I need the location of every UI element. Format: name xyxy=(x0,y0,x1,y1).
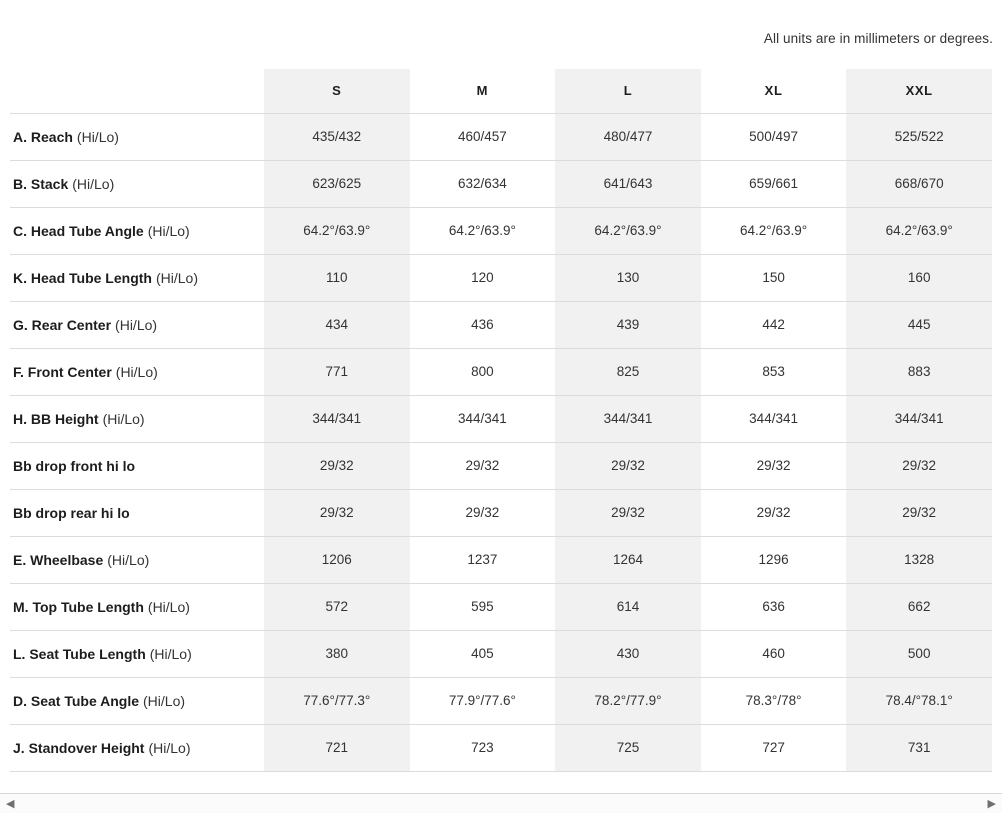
row-label-suffix: (Hi/Lo) xyxy=(143,692,186,709)
row-label xyxy=(10,489,264,536)
row-label-suffix: (Hi/Lo) xyxy=(76,128,119,145)
geometry-value: 525/522 xyxy=(846,113,992,160)
row-label-suffix: (Hi/Lo) xyxy=(148,739,191,756)
geometry-value: 29/32 xyxy=(264,442,410,489)
table-row-bb-height xyxy=(10,395,992,442)
row-label-text: L. Seat Tube Length xyxy=(13,645,146,662)
geometry-value: 29/32 xyxy=(410,442,556,489)
geometry-value: 500 xyxy=(846,630,992,677)
geometry-value: 29/32 xyxy=(264,489,410,536)
row-label-text: D. Seat Tube Angle xyxy=(13,692,140,709)
geometry-value: 439 xyxy=(555,301,701,348)
geometry-value: 64.2°/63.9° xyxy=(846,207,992,254)
geometry-value: 344/341 xyxy=(410,395,556,442)
geometry-value: 380 xyxy=(264,630,410,677)
scroll-right-button[interactable]: ▶ xyxy=(987,798,996,810)
geometry-value: 572 xyxy=(264,583,410,630)
geometry-value: 721 xyxy=(264,724,410,771)
geometry-value: 632/634 xyxy=(410,160,556,207)
row-label-text: F. Front Center xyxy=(13,363,112,380)
row-label-text: Bb drop rear hi lo xyxy=(13,504,130,521)
table-row-seat-tube-angle xyxy=(10,677,992,724)
row-label xyxy=(10,677,264,724)
row-label-suffix: (Hi/Lo) xyxy=(147,598,190,615)
row-label-text: H. BB Height xyxy=(13,410,99,427)
geometry-value: 800 xyxy=(410,348,556,395)
table-row-bb-drop-rear xyxy=(10,489,992,536)
geometry-value: 771 xyxy=(264,348,410,395)
geometry-value: 64.2°/63.9° xyxy=(410,207,556,254)
row-label-suffix: (Hi/Lo) xyxy=(115,316,158,333)
row-label-text: A. Reach xyxy=(13,128,73,145)
geometry-value: 29/32 xyxy=(701,489,847,536)
row-label xyxy=(10,583,264,630)
column-header-l: L xyxy=(555,69,701,113)
table-row-front-center xyxy=(10,348,992,395)
geometry-value: 344/341 xyxy=(846,395,992,442)
row-label-suffix: (Hi/Lo) xyxy=(72,175,115,192)
geometry-value: 480/477 xyxy=(555,113,701,160)
geometry-table-container xyxy=(10,69,992,772)
geometry-value: 1296 xyxy=(701,536,847,583)
geometry-value: 160 xyxy=(846,254,992,301)
geometry-value: 110 xyxy=(264,254,410,301)
geometry-value: 442 xyxy=(701,301,847,348)
column-header-xxl: XXL xyxy=(846,69,992,113)
row-label xyxy=(10,442,264,489)
geometry-value: 727 xyxy=(701,724,847,771)
row-label-text: K. Head Tube Length xyxy=(13,269,152,286)
geometry-value: 29/32 xyxy=(555,489,701,536)
table-row-head-tube-length xyxy=(10,254,992,301)
units-note: All units are in millimeters or degrees. xyxy=(763,31,993,46)
row-label-suffix: (Hi/Lo) xyxy=(155,269,198,286)
row-label xyxy=(10,301,264,348)
geometry-value: 641/643 xyxy=(555,160,701,207)
horizontal-scrollbar[interactable] xyxy=(0,793,1002,813)
geometry-value: 344/341 xyxy=(264,395,410,442)
geometry-value: 1237 xyxy=(410,536,556,583)
row-label xyxy=(10,113,264,160)
geometry-value: 614 xyxy=(555,583,701,630)
row-label xyxy=(10,348,264,395)
row-label-text: B. Stack xyxy=(13,175,69,192)
row-label-suffix: (Hi/Lo) xyxy=(102,410,145,427)
geometry-value: 77.9°/77.6° xyxy=(410,677,556,724)
table-row-rear-center xyxy=(10,301,992,348)
geometry-value: 1264 xyxy=(555,536,701,583)
geometry-value: 434 xyxy=(264,301,410,348)
geometry-value: 64.2°/63.9° xyxy=(264,207,410,254)
scroll-left-button[interactable]: ◀ xyxy=(6,798,15,810)
row-label xyxy=(10,254,264,301)
row-label xyxy=(10,207,264,254)
row-label xyxy=(10,160,264,207)
row-label-text: C. Head Tube Angle xyxy=(13,222,144,239)
row-label xyxy=(10,630,264,677)
row-label-suffix: (Hi/Lo) xyxy=(107,551,150,568)
geometry-value: 500/497 xyxy=(701,113,847,160)
geometry-value: 436 xyxy=(410,301,556,348)
geometry-value: 853 xyxy=(701,348,847,395)
geometry-value: 1328 xyxy=(846,536,992,583)
column-header-xl: XL xyxy=(701,69,847,113)
geometry-value: 29/32 xyxy=(410,489,556,536)
geometry-table xyxy=(10,69,992,772)
geometry-value: 78.2°/77.9° xyxy=(555,677,701,724)
geometry-value: 731 xyxy=(846,724,992,771)
header-row xyxy=(10,69,992,113)
geometry-value: 595 xyxy=(410,583,556,630)
geometry-value: 725 xyxy=(555,724,701,771)
geometry-value: 659/661 xyxy=(701,160,847,207)
row-label-text: Bb drop front hi lo xyxy=(13,457,136,474)
table-row-seat-tube-length xyxy=(10,630,992,677)
row-label-text: M. Top Tube Length xyxy=(13,598,144,615)
corner-cell xyxy=(10,69,264,113)
geometry-value: 623/625 xyxy=(264,160,410,207)
geometry-value: 150 xyxy=(701,254,847,301)
geometry-value: 1206 xyxy=(264,536,410,583)
geometry-value: 77.6°/77.3° xyxy=(264,677,410,724)
geometry-value: 460/457 xyxy=(410,113,556,160)
row-label-suffix: (Hi/Lo) xyxy=(115,363,158,380)
table-row-bb-drop-front xyxy=(10,442,992,489)
geometry-value: 344/341 xyxy=(555,395,701,442)
geometry-value: 64.2°/63.9° xyxy=(701,207,847,254)
geometry-value: 405 xyxy=(410,630,556,677)
geometry-value: 29/32 xyxy=(846,489,992,536)
geometry-value: 130 xyxy=(555,254,701,301)
geometry-value: 29/32 xyxy=(701,442,847,489)
row-label xyxy=(10,724,264,771)
table-row-standover-height xyxy=(10,724,992,771)
row-label-text: G. Rear Center xyxy=(13,316,112,333)
geometry-value: 64.2°/63.9° xyxy=(555,207,701,254)
geometry-value: 344/341 xyxy=(701,395,847,442)
column-header-m: M xyxy=(410,69,556,113)
row-label-text: E. Wheelbase xyxy=(13,551,104,568)
geometry-value: 435/432 xyxy=(264,113,410,160)
geometry-value: 430 xyxy=(555,630,701,677)
table-row-wheelbase xyxy=(10,536,992,583)
geometry-value: 883 xyxy=(846,348,992,395)
geometry-value: 120 xyxy=(410,254,556,301)
geometry-value: 29/32 xyxy=(555,442,701,489)
geometry-value: 723 xyxy=(410,724,556,771)
row-label-suffix: (Hi/Lo) xyxy=(147,222,190,239)
table-row-stack xyxy=(10,160,992,207)
geometry-value: 825 xyxy=(555,348,701,395)
geometry-value: 636 xyxy=(701,583,847,630)
geometry-value: 29/32 xyxy=(846,442,992,489)
table-row-head-tube-angle xyxy=(10,207,992,254)
row-label-suffix: (Hi/Lo) xyxy=(149,645,192,662)
geometry-value: 78.3°/78° xyxy=(701,677,847,724)
geometry-value: 668/670 xyxy=(846,160,992,207)
geometry-value: 445 xyxy=(846,301,992,348)
table-row-top-tube-length xyxy=(10,583,992,630)
column-header-s: S xyxy=(264,69,410,113)
geometry-value: 460 xyxy=(701,630,847,677)
row-label-text: J. Standover Height xyxy=(13,739,145,756)
row-label xyxy=(10,536,264,583)
row-label xyxy=(10,395,264,442)
geometry-value: 78.4/°78.1° xyxy=(846,677,992,724)
table-row-reach xyxy=(10,113,992,160)
geometry-value: 662 xyxy=(846,583,992,630)
